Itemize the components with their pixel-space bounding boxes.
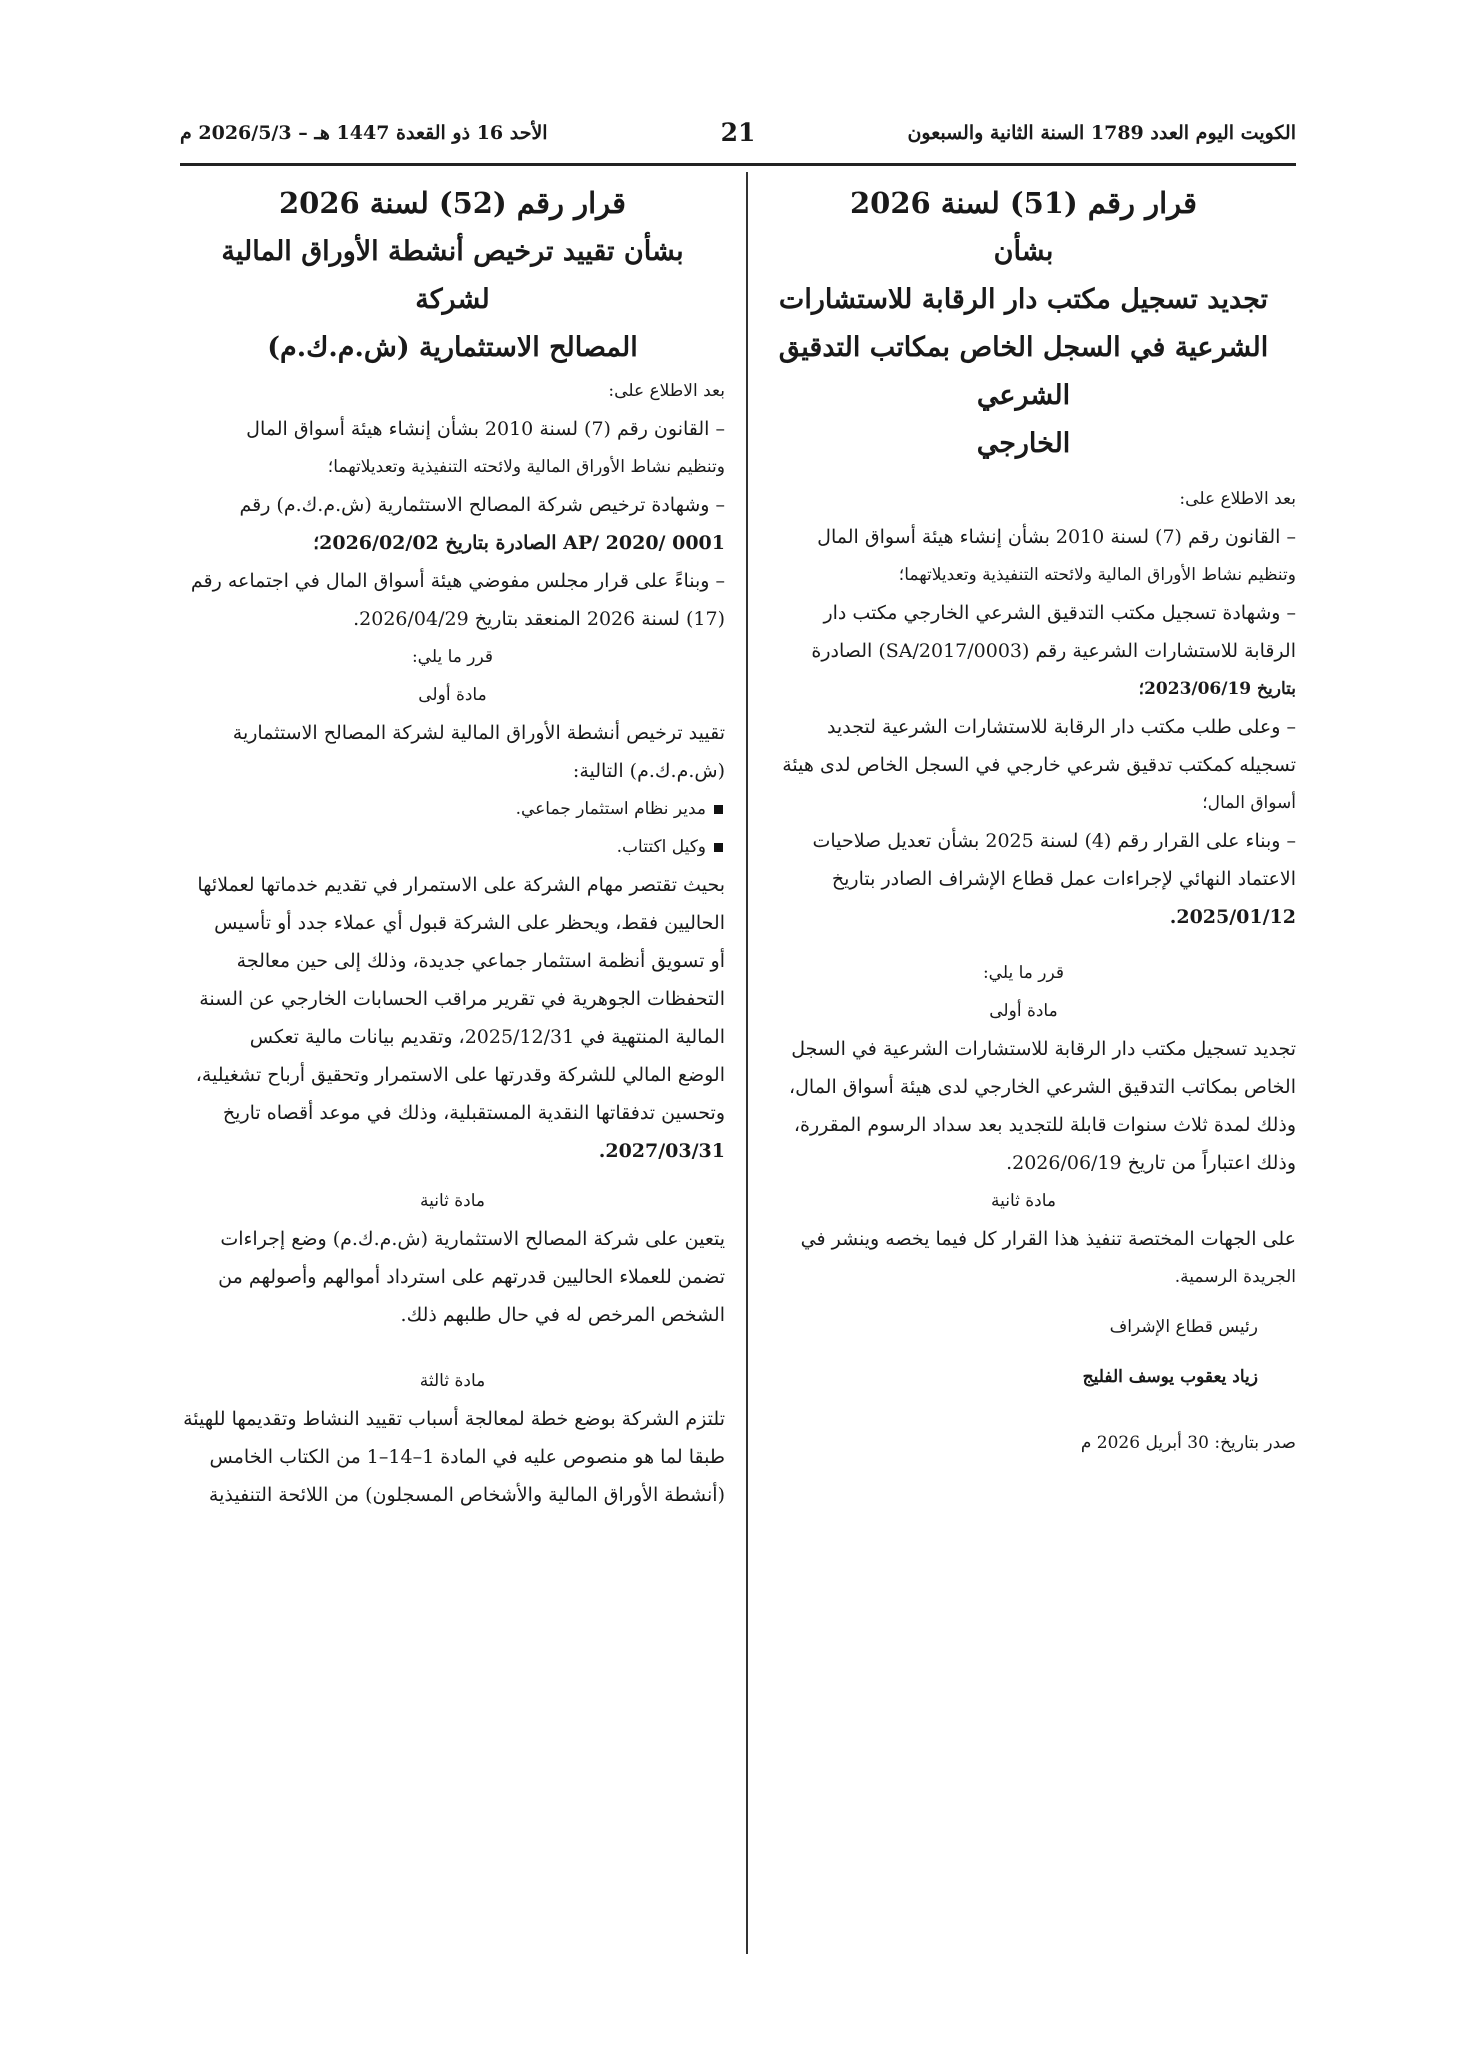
page-header — [180, 118, 1296, 158]
preamble-line: وتنظيم نشاط الأوراق المالية ولائحته التنفيذية وتعديلاتهما؛ — [327, 457, 725, 477]
bullet-square-icon — [714, 843, 723, 852]
article-line: الخاص بمكاتب التدقيق الشرعي الخارجي لدى هيئة أسواق المال، — [788, 1076, 1296, 1098]
bullet-item — [180, 828, 725, 866]
decided-heading: قرر ما يلي: — [982, 963, 1065, 983]
article-line: تلتزم الشركة بوضع خطة لمعالجة أسباب تقييد النشاط وتقديمها للهيئة — [183, 1408, 725, 1430]
article-line: (ش.م.ك.م) التالية: — [572, 760, 725, 782]
preamble-line: – وعلى طلب مكتب دار الرقابة للاستشارات الشرعية لتجديد — [826, 716, 1296, 738]
issue-date-line: صدر بتاريخ: 30 أبريل 2026 م — [1080, 1433, 1296, 1453]
article-line: تضمن للعملاء الحاليين قدرتهم على استرداد أموالهم وأصولهم من — [218, 1266, 725, 1288]
bullet-item — [180, 790, 725, 828]
preamble-line: بتاريخ 2023/06/19؛ — [1138, 679, 1296, 699]
article-line: (أنشطة الأوراق المالية والأشخاص المسجلون) من اللائحة التنفيذية — [208, 1484, 725, 1506]
article-line: يتعين على شركة المصالح الاستثمارية (ش.م.ك.م) وضع إجراءات — [220, 1228, 725, 1250]
preamble-line: – القانون رقم (7) لسنة 2010 بشأن إنشاء هيئة أسواق المال — [817, 526, 1296, 548]
article-line: وذلك اعتباراً من تاريخ 2026/06/19. — [1006, 1152, 1296, 1174]
preamble-line: (17) لسنة 2026 المنعقد بتاريخ 2026/04/29. — [353, 608, 725, 630]
body-line: 2027/03/31. — [598, 1140, 725, 1162]
preamble-line: الاعتماد النهائي لإجراءات عمل قطاع الإشراف الصادر بتاريخ — [831, 868, 1296, 890]
signatory-title: رئيس قطاع الإشراف — [1109, 1317, 1258, 1337]
issue-date: الأحد 16 ذو القعدة 1447 هـ – 2026/5/3 م — [180, 122, 548, 144]
preamble-line: تسجيله كمكتب تدقيق شرعي خارجي في السجل الخاص لدى هيئة — [782, 754, 1296, 776]
decision-51-about: بشأن — [993, 236, 1054, 267]
preamble-line: – وبناء على القرار رقم (4) لسنة 2025 بشأن تعديل صلاحيات — [812, 830, 1296, 852]
bullet-square-icon — [714, 805, 723, 814]
article-2-heading: مادة ثانية — [990, 1191, 1057, 1211]
body-line: بحيث تقتصر مهام الشركة على الاستمرار في تقديم خدماتها لعملائها — [197, 874, 725, 896]
column-divider — [746, 172, 748, 1954]
decision-52-title: قرار رقم (52) لسنة 2026 — [278, 186, 626, 220]
decided-heading: قرر ما يلي: — [411, 647, 494, 667]
article-line: الجريدة الرسمية. — [1174, 1267, 1296, 1287]
article-line: وذلك لمدة ثلاث سنوات قابلة للتجديد بعد سداد الرسوم المقررة، — [793, 1114, 1296, 1136]
body-line: المالية المنتهية في 2025/12/31، وتقديم بيانات مالية تعكس — [249, 1026, 725, 1048]
body-line: الوضع المالي للشركة وقدرتها على الاستمرار وتحقيق أرباح تشغيلية، — [195, 1064, 725, 1086]
decision-51-column — [751, 178, 1296, 1462]
preamble-line: – وبناءً على قرار مجلس مفوضي هيئة أسواق المال في اجتماعه رقم — [190, 570, 725, 592]
decision-52-subject-line: المصالح الاستثمارية (ش.م.ك.م) — [267, 332, 638, 363]
preamble-line: وتنظيم نشاط الأوراق المالية ولائحته التنفيذية وتعديلاتهما؛ — [898, 565, 1296, 585]
preamble-line: الرقابة للاستشارات الشرعية رقم (SA/2017/0003) الصادرة — [811, 640, 1296, 662]
decision-52-column — [180, 178, 725, 1514]
decision-51-subject-line: تجديد تسجيل مكتب دار الرقابة للاستشارات — [778, 284, 1269, 315]
preamble-line: – وشهادة ترخيص شركة المصالح الاستثمارية (ش.م.ك.م) رقم — [239, 494, 725, 516]
article-line: على الجهات المختصة تنفيذ هذا القرار كل فيما يخصه وينشر في — [800, 1228, 1296, 1250]
article-1-heading: مادة أولى — [418, 685, 487, 705]
header-rule — [180, 163, 1296, 166]
bullet-text: مدير نظام استثمار جماعي. — [515, 799, 706, 819]
decision-51-intro: بعد الاطلاع على: — [1179, 489, 1296, 509]
decision-51-subject-line: الشرعية في السجل الخاص بمكاتب التدقيق الشرعي — [778, 332, 1269, 411]
decision-51-subject-line: الخارجي — [976, 428, 1071, 459]
article-line: الشخص المرخص له في حال طلبهم ذلك. — [400, 1304, 725, 1326]
preamble-line: – وشهادة تسجيل مكتب التدقيق الشرعي الخارجي مكتب دار — [823, 602, 1296, 624]
preamble-line: أسواق المال؛ — [1202, 793, 1296, 813]
preamble-line: AP/ 2020/ 0001 الصادرة بتاريخ 2026/02/02؛ — [313, 532, 725, 554]
decision-52-subject-line: بشأن تقييد ترخيص أنشطة الأوراق المالية لشركة — [221, 236, 684, 315]
article-line: تقييد ترخيص أنشطة الأوراق المالية لشركة المصالح الاستثمارية — [232, 722, 725, 744]
preamble-line: – القانون رقم (7) لسنة 2010 بشأن إنشاء هيئة أسواق المال — [246, 418, 725, 440]
decision-51-title: قرار رقم (51) لسنة 2026 — [849, 186, 1197, 220]
body-line: وتحسين تدفقاتها النقدية المستقبلية، وذلك في موعد أقصاه تاريخ — [222, 1102, 725, 1124]
body-line: أو تسويق أنظمة استثمار جماعي جديدة، وذلك إلى حين معالجة — [236, 950, 725, 972]
bullet-text: وكيل اكتتاب. — [616, 837, 706, 857]
body-line: التحفظات الجوهرية في تقرير مراقب الحسابات الخارجي عن السنة — [199, 988, 725, 1010]
article-3-heading: مادة ثالثة — [419, 1371, 486, 1391]
preamble-line: 2025/01/12. — [1169, 906, 1296, 928]
article-line: طبقا لما هو منصوص عليه في المادة 1–14–1 من الكتاب الخامس — [209, 1446, 725, 1468]
body-line: الحاليين فقط، ويحظر على الشركة قبول أي عملاء جدد أو تأسيس — [214, 912, 725, 934]
article-1-heading: مادة أولى — [989, 1001, 1058, 1021]
decision-52-intro: بعد الاطلاع على: — [608, 381, 725, 401]
signatory-name: زياد يعقوب يوسف الفليج — [1082, 1367, 1258, 1387]
gazette-issue-info: الكويت اليوم العدد 1789 السنة الثانية والسبعون — [907, 122, 1296, 144]
article-2-heading: مادة ثانية — [419, 1191, 486, 1211]
page-number: 21 — [720, 118, 756, 147]
article-line: تجديد تسجيل مكتب دار الرقابة للاستشارات الشرعية في السجل — [791, 1038, 1296, 1060]
